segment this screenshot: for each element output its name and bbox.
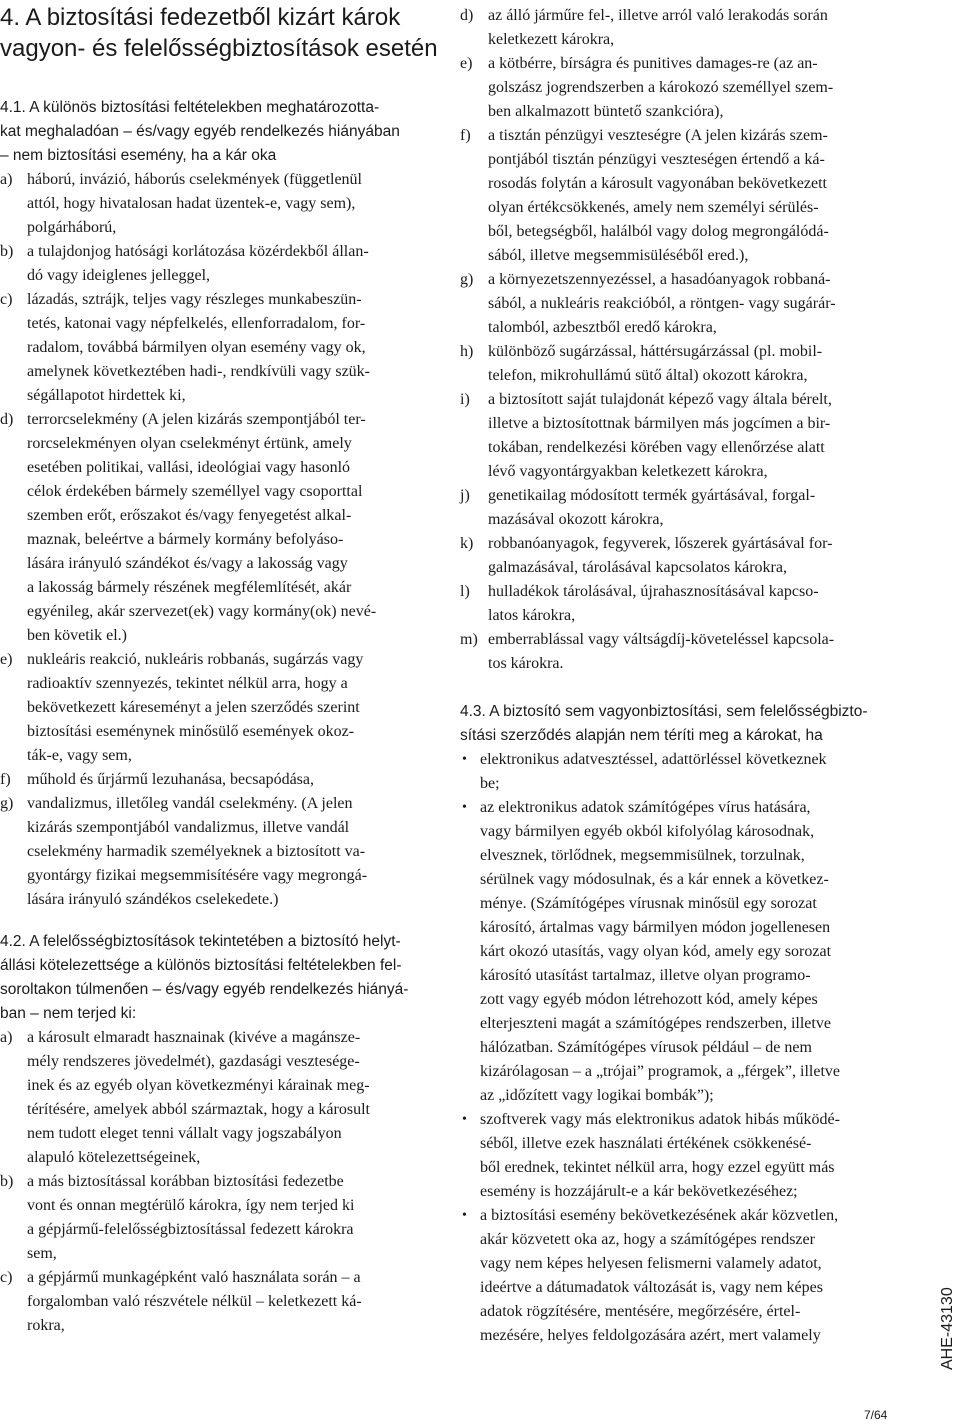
- list-item: [0, 768, 440, 792]
- text-line: lévő vagyontárgyakban keletkezett károkra,: [488, 463, 768, 480]
- list-item: [460, 340, 890, 388]
- item-label: e): [460, 55, 473, 72]
- list-item: [0, 168, 440, 240]
- text-line: szoftverek vagy más elektronikus adatok hibás működé-: [480, 1111, 840, 1128]
- item-text: [27, 240, 440, 288]
- text-line: akár közvetett oka az, hogy a számítógépes rendszer: [480, 1231, 815, 1248]
- list-item: [0, 408, 440, 648]
- text-line: ből erednek, tekintet nélkül arra, hogy ezzel együtt más: [480, 1159, 835, 1176]
- bullet-item: [460, 1204, 890, 1348]
- text-line: a gépjármű-felelősségbiztosítással fedezett károkra: [27, 1221, 354, 1238]
- item-text: [27, 408, 440, 648]
- text-line: biztosítási eseménynek minősülő események okoz-: [27, 723, 355, 740]
- heading-line: vagyon- és felelősségbiztosítások esetén: [0, 35, 438, 62]
- text-line: robbanóanyagok, fegyverek, lőszerek gyártásával for-: [488, 535, 833, 552]
- text-line: a tulajdonjog hatósági korlátozása közérdekből állan-: [27, 243, 369, 260]
- text-line: mély rendszeres jövedelmét), gazdasági vesztesége-: [27, 1053, 360, 1070]
- section-4-1-intro: [0, 96, 440, 168]
- text-line: kárt okozó utasítás, vagy olyan kód, amely egy sorozat: [480, 943, 832, 960]
- text-line: soroltakon túlmenően – és/vagy egyéb rendelkezés hiányá-: [0, 981, 409, 998]
- text-line: a lakosság bármely részének megfélemlítését, akár: [27, 579, 352, 596]
- text-line: az „időzített vagy logikai bombák”);: [480, 1087, 714, 1104]
- text-line: pontjából tisztán pénzügyi veszteségen értendő a ká-: [488, 151, 825, 168]
- text-line: sítási szerződés alapján nem téríti meg a károkat, ha: [460, 727, 823, 744]
- text-line: esemény is hozzájárult-e a kár bekövetkezéséhez;: [480, 1183, 798, 1200]
- list-item: [0, 288, 440, 408]
- list-item: [460, 124, 890, 268]
- list-item: [0, 240, 440, 288]
- item-label: g): [460, 271, 474, 288]
- text-line: vont és onnan megtérülő károkra, így nem terjed ki: [27, 1197, 355, 1214]
- text-line: az elektronikus adatok számítógépes vírus hatására,: [480, 799, 811, 816]
- item-text: [488, 532, 890, 580]
- bullet-item: [460, 1108, 890, 1204]
- text-line: esetében politikai, vallási, ideológiai vagy hasonló: [27, 459, 351, 476]
- item-text: [27, 1026, 440, 1170]
- text-line: inek és az egyéb olyan következményi kárainak meg-: [27, 1077, 370, 1094]
- item-label: k): [460, 535, 474, 552]
- item-label: f): [460, 127, 471, 144]
- text-line: lázadás, sztrájk, teljes vagy részleges munkabeszün-: [27, 291, 362, 308]
- list-item: [460, 532, 890, 580]
- text-line: a más biztosítással korábban biztosítási fedezetbe: [27, 1173, 344, 1190]
- item-text: [488, 4, 890, 52]
- text-line: a biztosítási esemény bekövetkezésének akár közvetlen,: [480, 1207, 839, 1224]
- text-line: térítésére, amelyek abból származtak, hogy a károsult: [27, 1101, 370, 1118]
- text-line: károsító, ártalmas vagy bármilyen módon jogellenesen: [480, 919, 831, 936]
- text-line: sából, a nukleáris reakcióból, a röntgen- vagy sugárár-: [488, 295, 836, 312]
- text-line: szemben erőt, erőszakot és/vagy fenyegetést alkal-: [27, 507, 352, 524]
- text-line: olyan értékcsökkenés, amely nem személyi sérülés-: [488, 199, 819, 216]
- text-line: – nem biztosítási esemény, ha a kár oka: [0, 147, 277, 164]
- item-label: a): [0, 171, 13, 188]
- text-line: állási kötelezettsége a különös biztosítási feltételekben fel-: [0, 957, 402, 974]
- text-line: radalom, továbbá bármilyen olyan esemény vagy ok,: [27, 339, 366, 356]
- item-text: [27, 168, 440, 240]
- text-line: keletkezett károkra,: [488, 31, 615, 48]
- text-line: alapuló kötelezettségeinek,: [27, 1149, 201, 1166]
- text-line: 4.3. A biztosító sem vagyonbiztosítási, sem felelősségbizto-: [460, 703, 868, 720]
- section-4-2-list: [0, 1026, 440, 1338]
- item-text: [480, 1108, 890, 1204]
- bullet-icon: •: [462, 1112, 467, 1127]
- text-line: mezésére, helyes feldolgozására azért, mert valamely: [480, 1327, 821, 1344]
- list-item: [460, 4, 890, 52]
- text-line: rosodás folytán a károsult vagyonában bekövetkezett: [488, 175, 827, 192]
- item-label: b): [0, 1173, 14, 1190]
- text-line: az álló járműre fel-, illetve arról való lerakodás során: [488, 7, 828, 24]
- text-line: elterjeszteni magát a számítógépes rendszerben, illetve: [480, 1015, 831, 1032]
- text-line: a károsult elmaradt hasznainak (kivéve a magánsze-: [27, 1029, 361, 1046]
- text-line: forgalomban való részvétele nélkül – keletkezett ká-: [27, 1293, 362, 1310]
- text-line: a biztosított saját tulajdonát képező vagy általa bérelt,: [488, 391, 832, 408]
- item-text: [27, 1170, 440, 1266]
- list-item: [0, 1170, 440, 1266]
- item-text: [488, 580, 890, 628]
- text-line: tokában, rendelkezési körében vagy ellenőrzése alatt: [488, 439, 825, 456]
- bullet-item: [460, 748, 890, 796]
- text-line: rokra,: [27, 1317, 65, 1334]
- text-line: hálózatban. Számítógépes vírusok például – de nem: [480, 1039, 812, 1056]
- text-line: ben követik el.): [27, 627, 127, 644]
- item-text: [27, 1266, 440, 1338]
- text-line: be;: [480, 775, 500, 792]
- text-line: sem,: [27, 1245, 57, 1262]
- bullet-icon: •: [462, 1208, 467, 1223]
- text-line: ségállapotot hirdettek ki,: [27, 387, 186, 404]
- item-label: g): [0, 795, 14, 812]
- item-label: m): [460, 631, 478, 648]
- text-line: a tisztán pénzügyi veszteségre (A jelen kizárás szem-: [488, 127, 828, 144]
- text-line: polgárháború,: [27, 219, 117, 236]
- text-line: hulladékok tárolásával, újrahasznosításával kapcso-: [488, 583, 819, 600]
- item-text: [488, 628, 890, 676]
- right-column: [460, 0, 890, 1348]
- item-label: i): [460, 391, 470, 408]
- text-line: különböző sugárzással, háttérsugárzással (pl. mobil-: [488, 343, 823, 360]
- item-text: [480, 748, 890, 796]
- item-text: [27, 288, 440, 408]
- text-line: lására irányuló szándékos cselekedete.): [27, 891, 279, 908]
- text-line: 4.1. A különös biztosítási feltételekben meghatározotta-: [0, 99, 380, 116]
- text-line: tetés, katonai vagy népfelkelés, ellenforradalom, for-: [27, 315, 366, 332]
- text-line: amelynek következtében hadi-, rendkívüli vagy szük-: [27, 363, 370, 380]
- text-line: gyontárgy fizikai megsemmisítésére vagy megrongá-: [27, 867, 368, 884]
- item-text: [27, 768, 440, 792]
- item-label: b): [0, 243, 14, 260]
- text-line: mazásával okozott károkra,: [488, 511, 664, 528]
- left-column: [0, 0, 440, 1338]
- list-item: [460, 268, 890, 340]
- text-line: terrorcselekmény (A jelen kizárás szempontjából ter-: [27, 411, 366, 428]
- page-number: 7/64: [864, 1408, 888, 1422]
- list-item: [0, 792, 440, 912]
- list-item: [460, 52, 890, 124]
- item-label: h): [460, 343, 474, 360]
- item-text: [488, 52, 890, 124]
- list-item: [460, 628, 890, 676]
- text-line: séből, illetve ezek használati értékének csökkenésé-: [480, 1135, 812, 1152]
- section-4-3-intro: [460, 700, 890, 748]
- item-text: [480, 796, 890, 1108]
- text-line: telefon, mikrohullámú sütő által) okozott károkra,: [488, 367, 808, 384]
- list-item: [460, 484, 890, 532]
- bullet-item: [460, 796, 890, 1108]
- text-line: vagy bármilyen egyéb okból kifolyólag károsodnak,: [480, 823, 815, 840]
- text-line: károsító utasítást tartalmaz, illetve olyan programo-: [480, 967, 811, 984]
- text-line: a gépjármű munkagépként való használata során – a: [27, 1269, 361, 1286]
- bullet-icon: •: [462, 752, 467, 767]
- document-code: [935, 1287, 960, 1370]
- item-label: c): [0, 291, 13, 308]
- text-line: 4.2. A felelősségbiztosítások tekintetében a biztosító helyt-: [0, 933, 401, 950]
- item-label: j): [460, 487, 470, 504]
- text-line: emberrablással vagy váltságdíj-követeléssel kapcsola-: [488, 631, 835, 648]
- list-item: [0, 1026, 440, 1170]
- text-line: ben alkalmazott büntető szankcióra),: [488, 103, 724, 120]
- item-text: [488, 388, 890, 484]
- text-line: cselekmény harmadik személyeknek a biztosított va-: [27, 843, 366, 860]
- text-line: a kötbérre, bírságra és punitives damages-re (az an-: [488, 55, 818, 72]
- text-line: a környezetszennyezéssel, a hasadóanyagok robbaná-: [488, 271, 831, 288]
- text-line: genetikailag módosított termék gyártásával, forgal-: [488, 487, 816, 504]
- item-text: [488, 268, 890, 340]
- text-line: maznak, beleértve a bármely kormány befolyáso-: [27, 531, 344, 548]
- item-text: [27, 648, 440, 768]
- text-line: tos károkra.: [488, 655, 564, 672]
- item-text: [488, 484, 890, 532]
- text-line: kizárólagosan – a „trójai” programok, a „férgek”, illetve: [480, 1063, 840, 1080]
- text-line: rorcselekményen olyan cselekményt értünk, amely: [27, 435, 352, 452]
- text-line: kat meghaladóan – és/vagy egyéb rendelkezés hiányában: [0, 123, 400, 140]
- section-4-2-list-continued: [460, 4, 890, 676]
- text-line: bekövetkezett káreseményt a jelen szerződés szerint: [27, 699, 360, 716]
- text-line: ideértve a dátumadatok változását is, vagy nem képes: [480, 1279, 823, 1296]
- text-line: illetve a biztosítottnak bármilyen más jogcímen a bir-: [488, 415, 831, 432]
- item-label: c): [0, 1269, 13, 1286]
- text-line: sérülnek vagy módosulnak, és a kár ennek a következ-: [480, 871, 829, 888]
- text-line: radioaktív szennyezés, tekintet nélkül arra, hogy a: [27, 675, 348, 692]
- item-label: l): [460, 583, 470, 600]
- text-line: nukleáris reakció, nukleáris robbanás, sugárzás vagy: [27, 651, 364, 668]
- text-line: talomból, azbesztből eredő károkra,: [488, 319, 717, 336]
- text-line: zott vagy egyéb módon létrehozott kód, amely képes: [480, 991, 818, 1008]
- bullet-icon: •: [462, 800, 467, 815]
- section-heading: [0, 2, 440, 64]
- text-line: vandalizmus, illetőleg vandál cselekmény. (A jelen: [27, 795, 353, 812]
- list-item: [0, 1266, 440, 1338]
- text-line: ből, betegségből, halálból vagy dolog megrongálódá-: [488, 223, 829, 240]
- text-line: elvesznek, törlődnek, megsemmisülnek, torzulnak,: [480, 847, 805, 864]
- text-line: adatok rögzítésére, mentésére, megőrzésére, értel-: [480, 1303, 801, 1320]
- text-line: egyénileg, akár szervezet(ek) vagy kormány(ok) nevé-: [27, 603, 377, 620]
- item-text: [480, 1204, 890, 1348]
- item-text: [488, 340, 890, 388]
- text-line: ban – nem terjed ki:: [0, 1005, 137, 1022]
- heading-line: 4. A biztosítási fedezetből kizárt károk: [0, 4, 401, 31]
- text-line: kizárás szempontjából vandalizmus, illetve vandál: [27, 819, 350, 836]
- text-line: elektronikus adatvesztéssel, adattörléssel következnek: [480, 751, 827, 768]
- text-line: galmazásával, tárolásával kapcsolatos károkra,: [488, 559, 787, 576]
- section-4-1-list: [0, 168, 440, 912]
- text-line: sából, illetve megsemmisüléséből ered.),: [488, 247, 749, 264]
- document-code-text: AHE-43130: [939, 1287, 956, 1370]
- text-line: attól, hogy hivatalosan hadat üzentek-e, vagy sem),: [27, 195, 356, 212]
- text-line: ták-e, vagy sem,: [27, 747, 132, 764]
- item-label: e): [0, 651, 13, 668]
- item-label: d): [460, 7, 474, 24]
- text-line: latos károkra,: [488, 607, 576, 624]
- item-text: [488, 124, 890, 268]
- list-item: [460, 388, 890, 484]
- text-line: nem tudott eleget tenni vállalt vagy jogszabályon: [27, 1125, 342, 1142]
- text-line: célok érdekében bármely személlyel vagy csoporttal: [27, 483, 363, 500]
- list-item: [460, 580, 890, 628]
- section-4-3-bullet-list: [460, 748, 890, 1348]
- item-label: d): [0, 411, 14, 428]
- item-label: f): [0, 771, 11, 788]
- text-line: ménye. (Számítógépes vírusnak minősül egy sorozat: [480, 895, 817, 912]
- text-line: lására irányuló szándékot és/vagy a lakosság vagy: [27, 555, 348, 572]
- section-4-2-intro: [0, 930, 440, 1026]
- text-line: vagy nem képes helyesen felismerni valamely adatot,: [480, 1255, 822, 1272]
- text-line: golszász jogrendszerben a károkozó személlyel szem-: [488, 79, 834, 96]
- text-line: műhold és űrjármű lezuhanása, becsapódása,: [27, 771, 315, 788]
- text-line: dó vagy ideiglenes jelleggel,: [27, 267, 211, 284]
- item-label: a): [0, 1029, 13, 1046]
- list-item: [0, 648, 440, 768]
- item-text: [27, 792, 440, 912]
- text-line: háború, invázió, háborús cselekmények (függetlenül: [27, 171, 362, 188]
